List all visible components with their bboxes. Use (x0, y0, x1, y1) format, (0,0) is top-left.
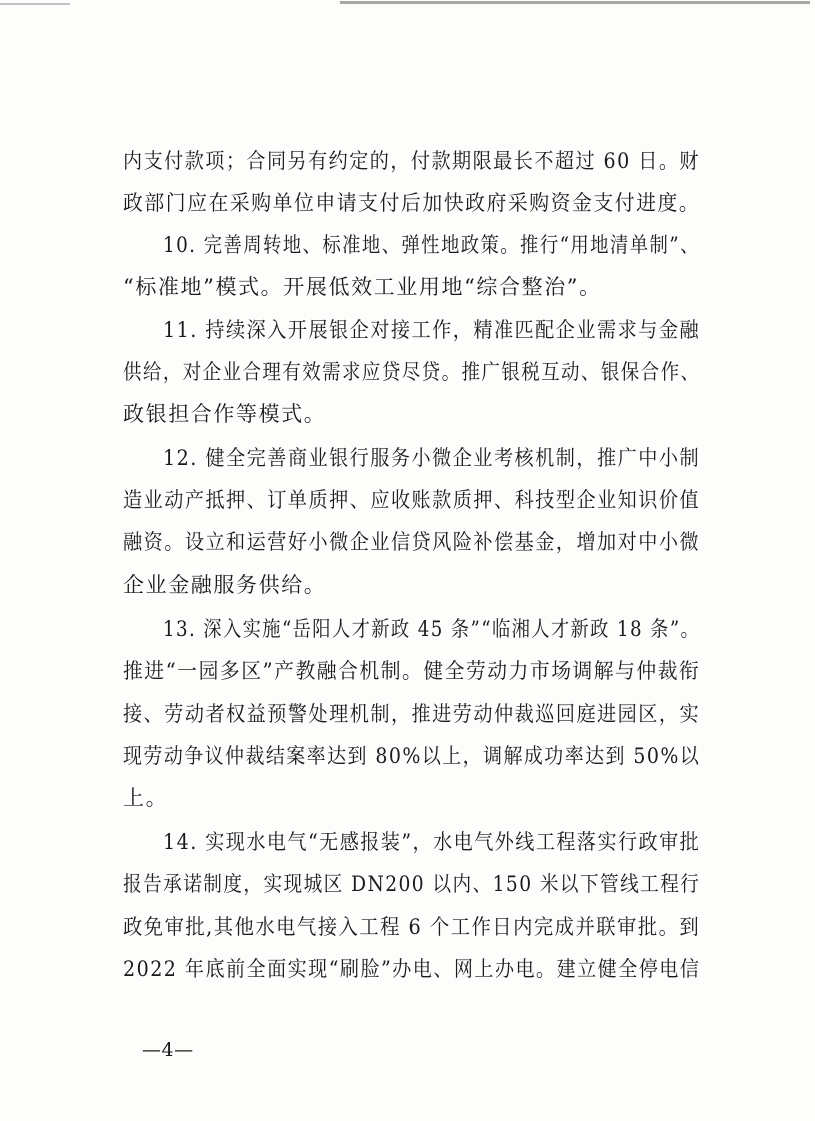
paragraph-11-line: 11. 持续深入开展银企对接工作，精准匹配企业需求与金融 (163, 318, 701, 342)
text-line: 2022 年底前全面实现“刷脸”办电、网上办电。建立健全停电信 (123, 957, 701, 981)
text-line: 造业动产抵押、订单质押、应收账款质押、科技型企业知识价值 (123, 488, 701, 512)
text-line: 报告承诺制度，实现城区 DN200 以内、150 米以下管线工程行 (123, 872, 701, 896)
text-line: 企业金融服务供给。 (123, 573, 327, 597)
text-line: 现劳动争议仲裁结案率达到 80%以上，调解成功率达到 50%以 (123, 744, 701, 768)
text-line: 政免审批,其他水电气接入工程 6 个工作日内完成并联审批。到 (123, 915, 701, 939)
page-number: —4— (142, 1039, 194, 1061)
scan-edge-mark (0, 3, 70, 5)
text-line: 政银担合作等模式。 (123, 402, 327, 426)
text-line: 融资。设立和运营好小微企业信贷风险补偿基金，增加对中小微 (123, 530, 701, 554)
text-line: 内支付款项；合同另有约定的，付款期限最长不超过 60 日。财 (123, 149, 701, 173)
text-line: 接、劳动者权益预警处理机制，推进劳动仲裁巡回庭进园区，实 (123, 702, 701, 726)
text-line: “标准地”模式。开展低效工业用地“综合整治”。 (123, 275, 602, 299)
paragraph-12-line: 12. 健全完善商业银行服务小微企业考核机制，推广中小制 (163, 446, 701, 470)
text-line: 上。 (123, 786, 169, 810)
text-line: 政部门应在采购单位申请支付后加快政府采购资金支付进度。 (123, 191, 701, 215)
text-line: 供给，对企业合理有效需求应贷尽贷。推广银税互动、银保合作、 (123, 360, 701, 384)
paragraph-14-line: 14. 实现水电气“无感报装”，水电气外线工程落实行政审批 (163, 830, 701, 854)
paragraph-10-line: 10. 完善周转地、标准地、弹性地政策。推行“用地清单制”、 (163, 233, 700, 257)
scan-edge-mark (340, 1, 810, 4)
text-line: 推进“一园多区”产教融合机制。健全劳动力市场调解与仲裁衔 (123, 659, 701, 683)
paragraph-13-line: 13. 深入实施“岳阳人才新政 45 条”“临湘人才新政 18 条”。 (163, 617, 701, 641)
